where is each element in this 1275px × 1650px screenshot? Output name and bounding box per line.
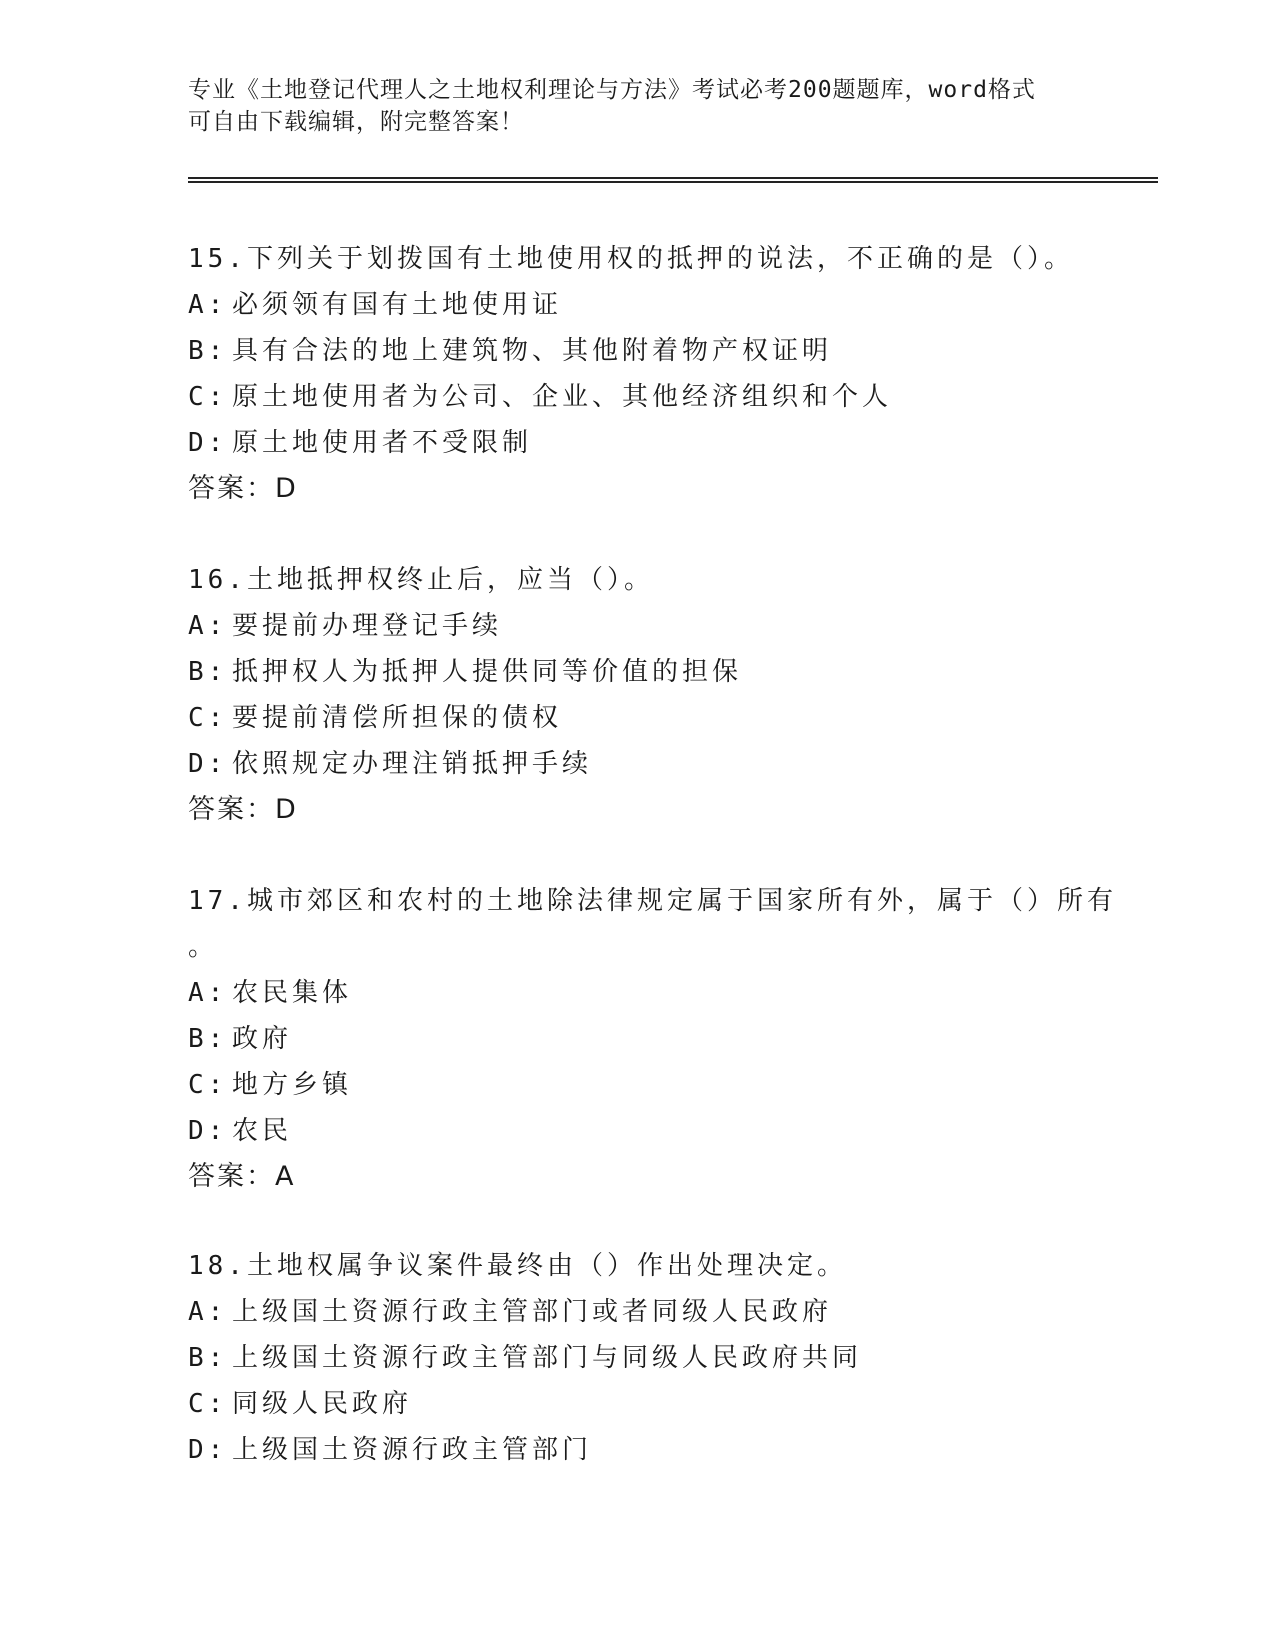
option-letter: A: (188, 611, 228, 641)
header-line-2: 可自由下载编辑，附完整答案！ (188, 109, 524, 135)
option-letter: D: (188, 1116, 228, 1146)
option-letter: B: (188, 1343, 228, 1373)
option-text: 原土地使用者不受限制 (232, 428, 533, 458)
answer: 答案：D (188, 794, 298, 825)
option-text: 政府 (232, 1024, 293, 1054)
option-letter: A: (188, 978, 228, 1008)
option-letter: B: (188, 657, 228, 687)
option-a (188, 603, 1128, 649)
option-c (188, 1381, 1128, 1427)
option-c (188, 1062, 1128, 1108)
question-18 (188, 1243, 1128, 1473)
option-text: 要提前清偿所担保的债权 (232, 703, 563, 733)
option-c (188, 695, 1128, 741)
option-text: 必须领有国有土地使用证 (232, 290, 563, 320)
question-stem: 17.城市郊区和农村的土地除法律规定属于国家所有外，属于（）所有 (188, 886, 1117, 916)
option-letter: C: (188, 1070, 228, 1100)
option-text: 抵押权人为抵押人提供同等价值的担保 (232, 657, 743, 687)
option-text: 原土地使用者为公司、企业、其他经济组织和个人 (232, 382, 893, 412)
option-text: 农民集体 (232, 978, 353, 1008)
option-text: 上级国土资源行政主管部门或者同级人民政府 (232, 1297, 833, 1327)
option-d (188, 420, 1128, 466)
option-text: 具有合法的地上建筑物、其他附着物产权证明 (232, 336, 833, 366)
question-stem: 16.土地抵押权终止后，应当（）。 (188, 565, 654, 595)
option-text: 上级国土资源行政主管部门与同级人民政府共同 (232, 1343, 863, 1373)
option-letter: C: (188, 703, 228, 733)
option-letter: D: (188, 428, 228, 458)
option-d (188, 1108, 1128, 1154)
answer: 答案：A (188, 1161, 296, 1192)
option-d (188, 1427, 1128, 1473)
option-text: 要提前办理登记手续 (232, 611, 503, 641)
question-15 (188, 236, 1128, 512)
option-b (188, 649, 1128, 695)
question-stem: 18.土地权属争议案件最终由（）作出处理决定。 (188, 1251, 847, 1281)
option-a (188, 1289, 1128, 1335)
document-header (188, 74, 1088, 138)
option-c (188, 374, 1128, 420)
option-letter: C: (188, 382, 228, 412)
option-d (188, 741, 1128, 787)
option-letter: B: (188, 336, 228, 366)
header-divider (188, 177, 1158, 183)
option-letter: B: (188, 1024, 228, 1054)
option-letter: A: (188, 290, 228, 320)
option-b (188, 328, 1128, 374)
option-text: 农民 (232, 1116, 293, 1146)
option-text: 同级人民政府 (232, 1389, 413, 1419)
option-a (188, 970, 1128, 1016)
option-letter: A: (188, 1297, 228, 1327)
question-stem: 15.下列关于划拨国有土地使用权的抵押的说法，不正确的是（）。 (188, 244, 1074, 274)
option-a (188, 282, 1128, 328)
option-text: 上级国土资源行政主管部门 (232, 1435, 593, 1465)
option-letter: D: (188, 1435, 228, 1465)
option-b (188, 1016, 1128, 1062)
header-line-1: 专业《土地登记代理人之土地权利理论与方法》考试必考200题题库，word格式 (188, 77, 1036, 103)
question-stem-continuation: 。 (188, 932, 215, 962)
answer: 答案：D (188, 473, 298, 504)
question-16 (188, 557, 1128, 833)
option-b (188, 1335, 1128, 1381)
option-letter: D: (188, 749, 228, 779)
option-text: 地方乡镇 (232, 1070, 353, 1100)
question-17 (188, 878, 1128, 1200)
option-letter: C: (188, 1389, 228, 1419)
option-text: 依照规定办理注销抵押手续 (232, 749, 593, 779)
